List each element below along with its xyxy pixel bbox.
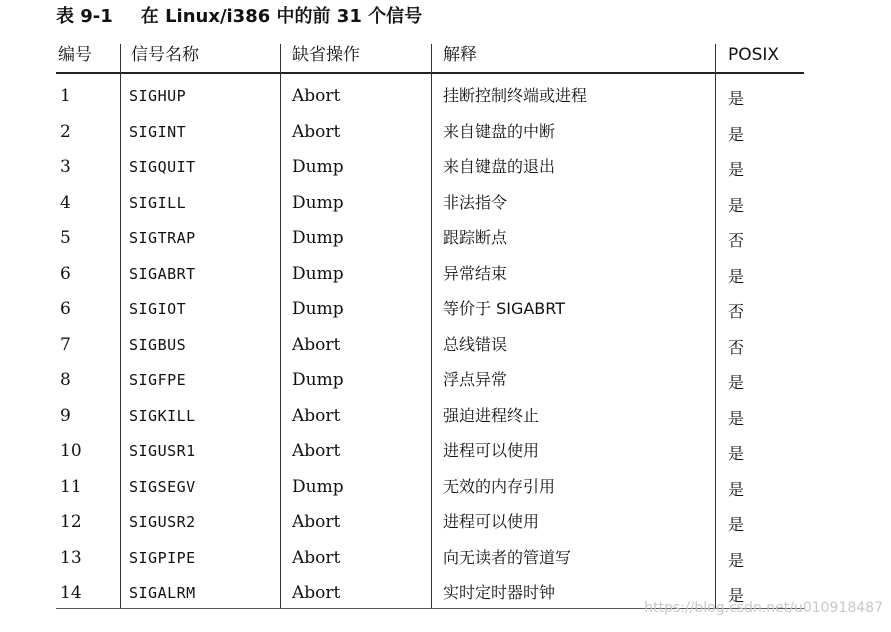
signal-description: 实时定时器时钟	[443, 583, 556, 602]
column-divider-3	[431, 44, 432, 608]
table-title: 在 Linux/i386 中的前 31 个信号	[140, 6, 423, 27]
signal-default-action: Abort	[292, 583, 341, 603]
signal-default-action: Abort	[292, 335, 341, 355]
signal-description: 来自键盘的退出	[443, 157, 556, 176]
signal-default-action: Dump	[292, 228, 344, 248]
signal-name: SIGABRT	[129, 265, 196, 283]
signal-name: SIGIOT	[129, 300, 187, 318]
signal-posix: 是	[728, 586, 745, 605]
signal-number: 9	[60, 406, 71, 426]
signal-description: 非法指令	[443, 193, 508, 212]
header-name: 信号名称	[131, 45, 199, 65]
signal-default-action: Dump	[292, 477, 344, 497]
signal-description: 进程可以使用	[443, 441, 540, 460]
signal-name: SIGUSR2	[129, 513, 196, 531]
signal-description: 跟踪断点	[443, 228, 508, 247]
signal-default-action: Abort	[292, 122, 341, 142]
header-number: 编号	[58, 45, 92, 65]
signal-number: 10	[60, 441, 82, 461]
signal-name: SIGINT	[129, 123, 187, 141]
signal-default-action: Dump	[292, 370, 344, 390]
column-divider-2	[280, 44, 281, 608]
signal-default-action: Abort	[292, 512, 341, 532]
signal-posix: 是	[728, 444, 745, 463]
column-divider-1	[120, 44, 121, 608]
header-default-action: 缺省操作	[292, 45, 360, 65]
signal-description: 进程可以使用	[443, 512, 540, 531]
signal-number: 8	[60, 370, 71, 390]
signal-description: 无效的内存引用	[443, 477, 556, 496]
table-label: 表 9-1	[56, 6, 113, 27]
signal-description: 总线错误	[443, 335, 508, 354]
signal-name: SIGILL	[129, 194, 187, 212]
signal-number: 12	[60, 512, 82, 532]
signal-description: 等价于 SIGABRT	[443, 299, 566, 318]
signal-number: 6	[60, 299, 71, 319]
signal-description: 挂断控制终端或进程	[443, 86, 588, 105]
signal-default-action: Dump	[292, 193, 344, 213]
signal-number: 13	[60, 548, 82, 568]
signal-number: 5	[60, 228, 71, 248]
signal-posix: 是	[728, 89, 745, 108]
signal-number: 14	[60, 583, 82, 603]
signal-posix: 是	[728, 125, 745, 144]
signal-name: SIGHUP	[129, 87, 187, 105]
signal-number: 3	[60, 157, 71, 177]
signal-name: SIGFPE	[129, 371, 187, 389]
signal-default-action: Abort	[292, 406, 341, 426]
signal-number: 7	[60, 335, 71, 355]
signal-description: 向无读者的管道写	[443, 548, 572, 567]
signal-name: SIGKILL	[129, 407, 196, 425]
watermark: https://blog.csdn.net/u010918487	[644, 600, 883, 616]
signal-name: SIGSEGV	[129, 478, 196, 496]
signal-posix: 否	[728, 231, 745, 250]
signal-name: SIGUSR1	[129, 442, 196, 460]
signal-number: 1	[60, 86, 71, 106]
signal-posix: 是	[728, 373, 745, 392]
signal-number: 4	[60, 193, 71, 213]
signal-name: SIGALRM	[129, 584, 196, 602]
signal-posix: 是	[728, 551, 745, 570]
signal-posix: 是	[728, 160, 745, 179]
signal-default-action: Abort	[292, 548, 341, 568]
signal-posix: 是	[728, 196, 745, 215]
signal-description: 异常结束	[443, 264, 508, 283]
signal-number: 2	[60, 122, 71, 142]
signal-default-action: Dump	[292, 157, 344, 177]
signal-posix: 是	[728, 409, 745, 428]
signal-name: SIGBUS	[129, 336, 187, 354]
signal-description: 来自键盘的中断	[443, 122, 556, 141]
header-description: 解释	[443, 45, 477, 65]
signal-number: 11	[60, 477, 82, 497]
signal-default-action: Abort	[292, 86, 341, 106]
signal-default-action: Dump	[292, 264, 344, 284]
header-posix: POSIX	[728, 45, 780, 65]
signal-name: SIGPIPE	[129, 549, 196, 567]
signal-description: 浮点异常	[443, 370, 508, 389]
table-caption	[56, 2, 422, 28]
column-divider-4	[715, 44, 716, 608]
signal-name: SIGTRAP	[129, 229, 196, 247]
signal-number: 6	[60, 264, 71, 284]
signal-default-action: Abort	[292, 441, 341, 461]
signal-posix: 否	[728, 338, 745, 357]
signal-posix: 是	[728, 480, 745, 499]
signal-default-action: Dump	[292, 299, 344, 319]
signal-name: SIGQUIT	[129, 158, 196, 176]
signal-posix: 是	[728, 515, 745, 534]
signal-posix: 否	[728, 302, 745, 321]
signal-description: 强迫进程终止	[443, 406, 540, 425]
header-rule	[56, 72, 804, 74]
signal-posix: 是	[728, 267, 745, 286]
